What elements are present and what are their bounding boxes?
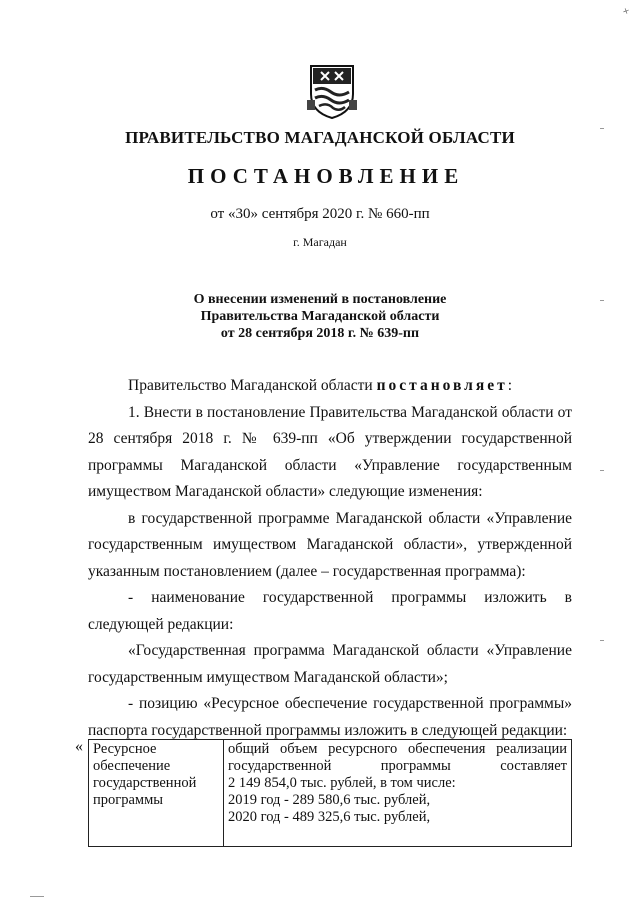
body-paragraph: в государственной программе Магаданской области «Управление государственным имуществом Магаданской области», утвержденной указанным постановлением (далее – государственная программа):: [88, 509, 572, 580]
scan-artifact: [600, 470, 604, 471]
resolves-suffix: :: [507, 377, 513, 394]
table-label-cell: [89, 740, 224, 847]
body-paragraph: «Государственная программа Магаданской области «Управление государственным имуществом Магаданской области»;: [88, 642, 572, 686]
body-paragraph: - наименование государственной программы изложить в следующей редакции:: [88, 589, 572, 633]
subject-line: О внесении изменений в постановление: [193, 292, 447, 307]
table-value-cell: [224, 740, 572, 847]
scan-artifact: [600, 640, 604, 641]
body-paragraph: 1. Внести в постановление Правительства Магаданской области от 28 сентября 2018 г. № 639-пп «Об утверждении государственной программы Магаданской области «Управление государственным имуществом Магаданской области» следующие изменения:: [88, 403, 572, 500]
resolves-prefix: Правительство Магаданской области: [128, 377, 377, 394]
value-line: государственной программы составляет: [228, 758, 567, 774]
value-line: 2020 год - 489 325,6 тыс. рублей,: [228, 809, 431, 825]
scan-artifact: [600, 300, 604, 301]
corner-handwritten-mark: +: [619, 3, 632, 19]
table-opening-quote: «: [75, 738, 83, 755]
body-paragraph: - позицию «Ресурсное обеспечение государственной программы» паспорта государственной программы изложить в следующей редакции:: [88, 695, 572, 739]
value-line: общий объем ресурсного обеспечения реализации: [228, 741, 567, 757]
scan-artifact: [600, 128, 604, 129]
label-line: государственной: [93, 775, 197, 791]
document-type-title: ПОСТАНОВЛЕНИЕ: [187, 164, 465, 188]
body-paragraph-resolves: [88, 373, 572, 400]
document-subject: [0, 291, 640, 342]
document-body: [88, 373, 572, 744]
value-line: 2019 год - 289 580,6 тыс. рублей,: [228, 792, 431, 808]
scan-artifact: [30, 896, 44, 897]
label-line: Ресурсное: [93, 741, 157, 757]
organization-name: ПРАВИТЕЛЬСТВО МАГАДАНСКОЙ ОБЛАСТИ: [125, 128, 515, 147]
value-line: 2 149 854,0 тыс. рублей, в том числе:: [228, 775, 456, 791]
coat-of-arms-icon: [303, 60, 361, 122]
subject-line: Правительства Магаданской области: [200, 309, 440, 324]
document-date-number: от «30» сентября 2020 г. № 660-пп: [210, 206, 430, 222]
label-line: программы: [93, 792, 163, 808]
table-row: [89, 740, 572, 847]
label-line: обеспечение: [93, 758, 171, 774]
resource-table: [88, 739, 572, 847]
resolves-keyword: постановляет: [376, 377, 508, 394]
document-city: г. Магадан: [293, 235, 347, 249]
subject-line: от 28 сентября 2018 г. № 639-пп: [220, 326, 420, 341]
